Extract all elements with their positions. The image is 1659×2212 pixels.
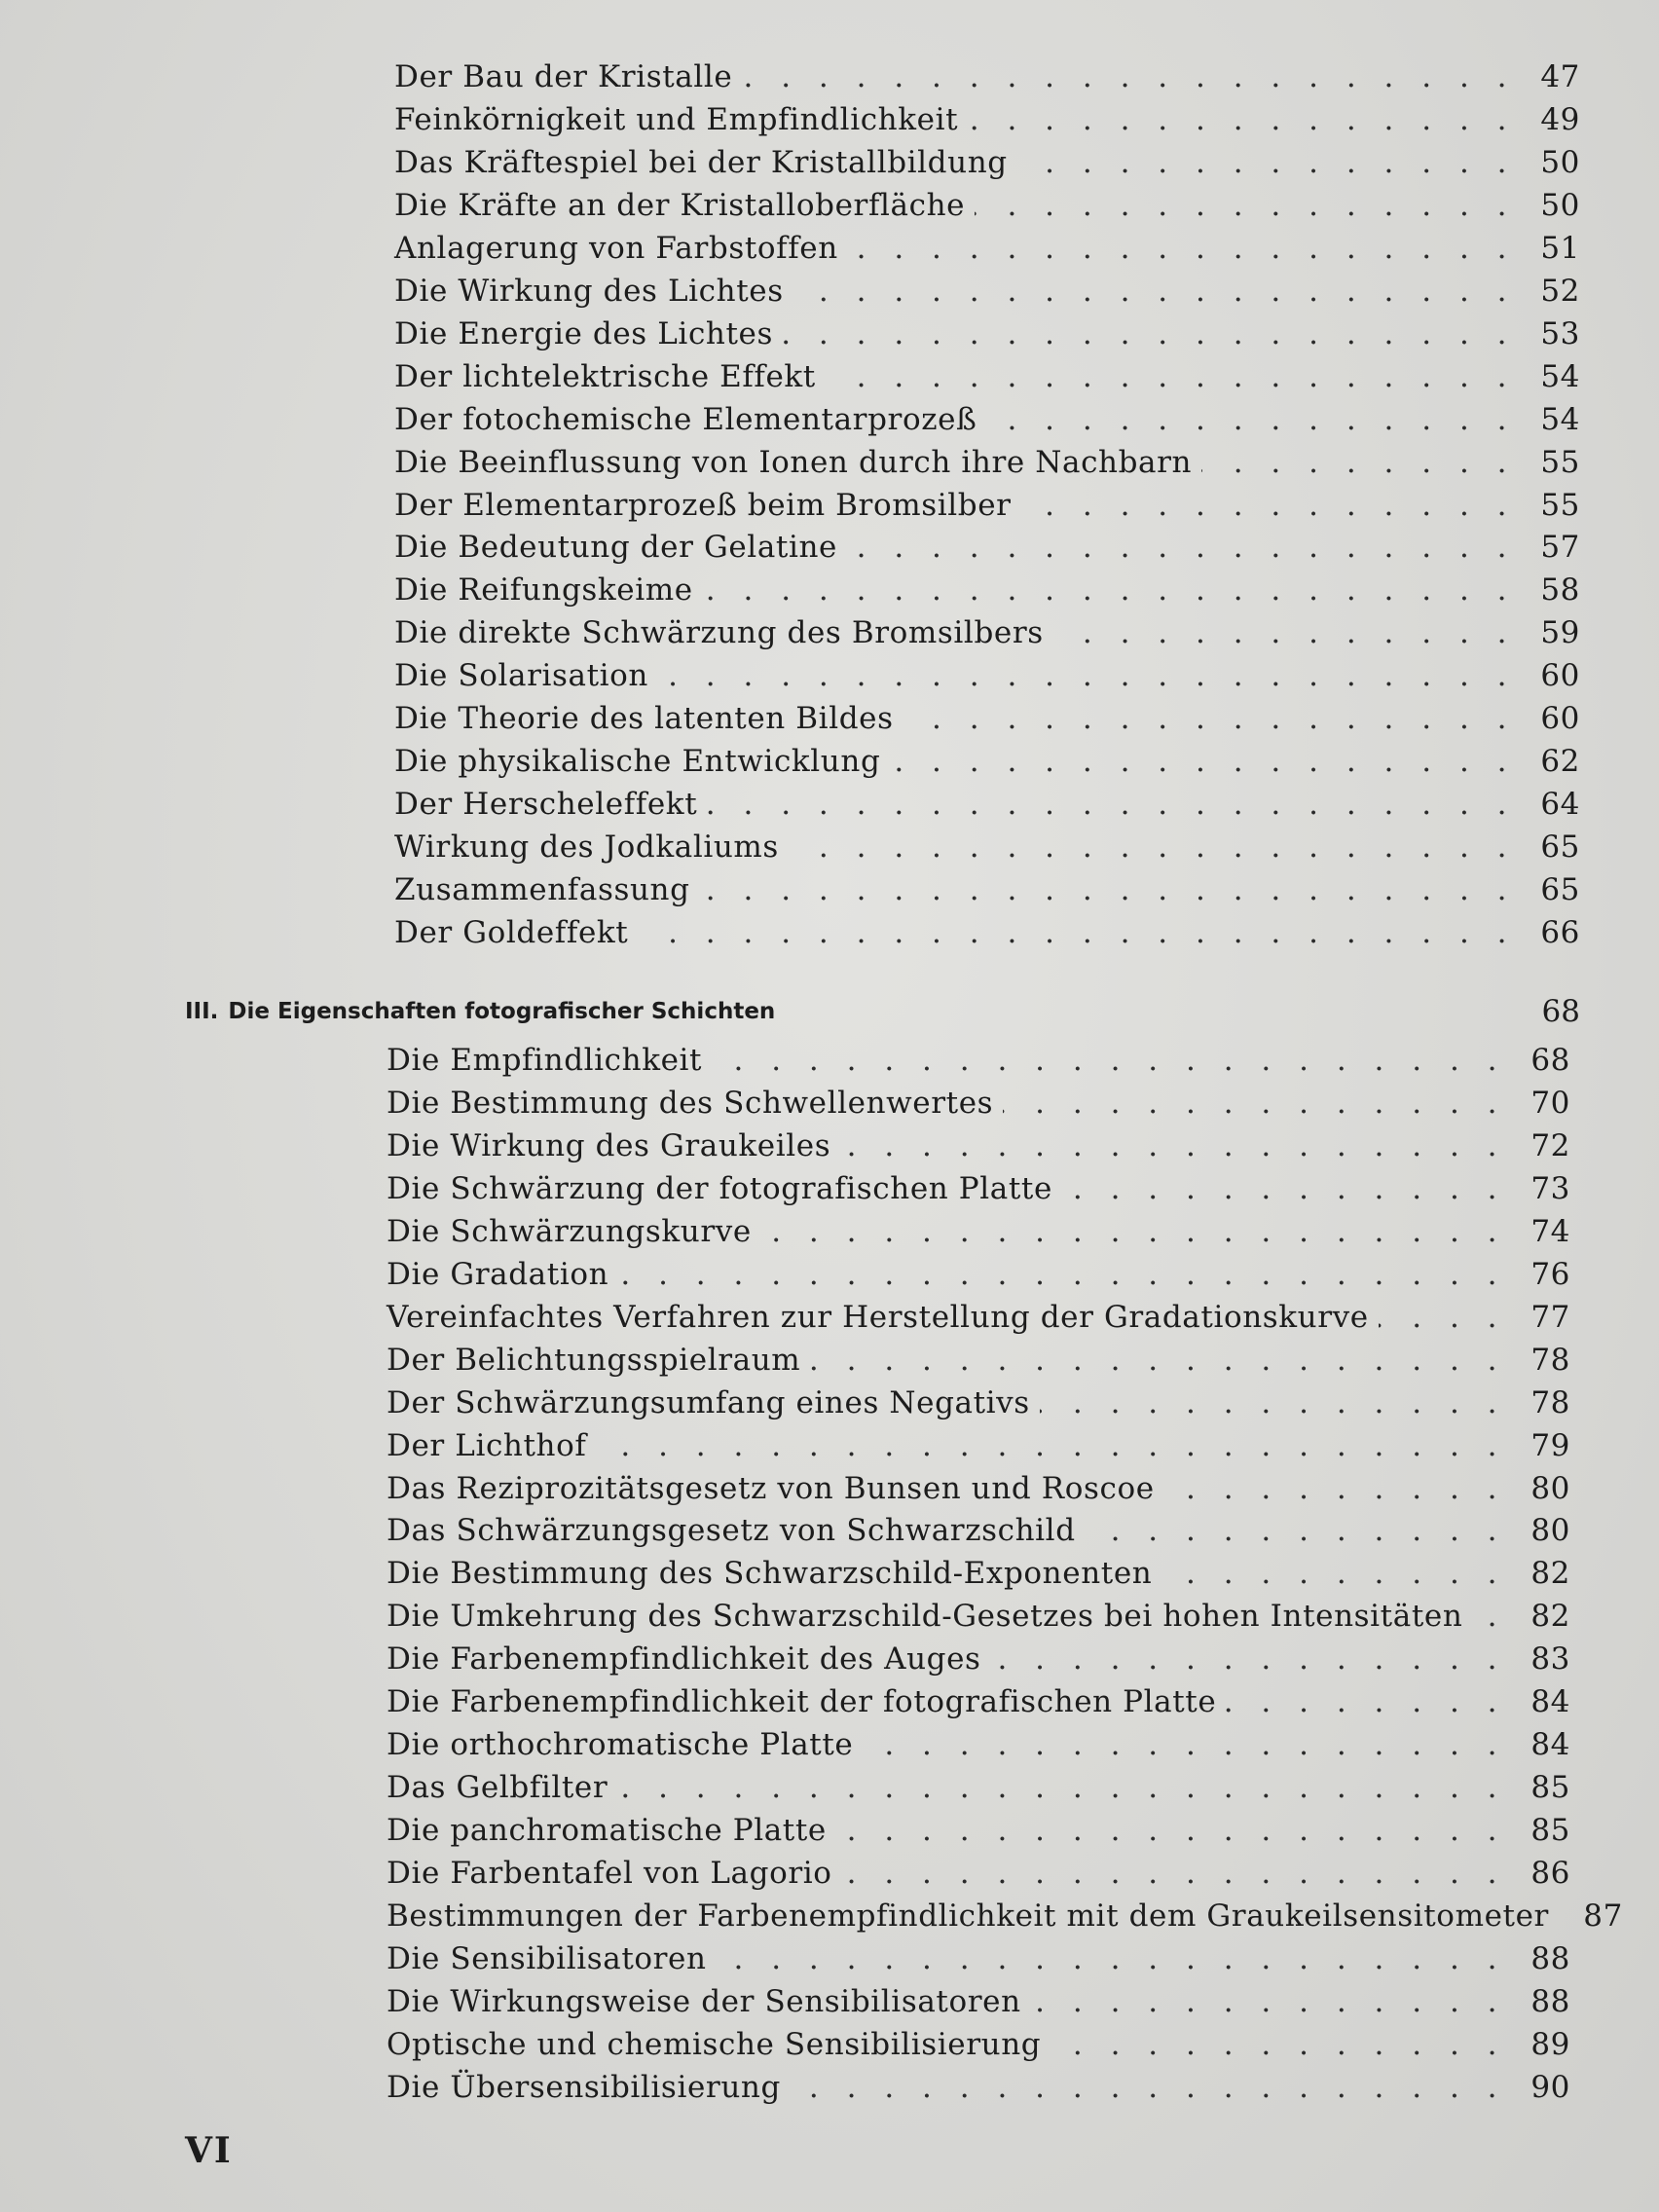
- toc-entry-page-number: 49: [1540, 101, 1580, 137]
- toc-entry: [387, 1382, 1570, 1424]
- toc-entry-page-number: 72: [1530, 1127, 1570, 1163]
- dot-leader: [791, 2066, 1506, 2109]
- dot-leader: [1472, 1595, 1506, 1638]
- dot-leader: [847, 526, 1516, 569]
- toc-entry: [387, 1509, 1570, 1552]
- toc-entry: [394, 654, 1580, 697]
- toc-entry: [387, 1595, 1570, 1638]
- toc-entry-title: Zusammenfassung: [394, 872, 690, 908]
- toc-entry: [394, 270, 1580, 313]
- dot-leader: [890, 740, 1516, 783]
- toc-entry-page-number: 68: [1530, 1043, 1570, 1078]
- dot-leader: [863, 1723, 1506, 1766]
- dot-leader: [658, 654, 1516, 697]
- toc-entry: [387, 1424, 1570, 1467]
- toc-entry-page-number: 87: [1583, 1899, 1623, 1934]
- toc-entry: [387, 1980, 1570, 2023]
- toc-entry: [394, 783, 1580, 826]
- toc-entry-title: Anlagerung von Farbstoffen: [394, 230, 838, 266]
- toc-entry-title: Die orthochromatische Platte: [387, 1727, 854, 1763]
- dot-leader: [1053, 611, 1516, 654]
- toc-entry-title: Die Wirkungsweise der Sensibilisatoren: [387, 1983, 1021, 2019]
- toc-entry-title: Der Elementarprozeß beim Bromsilber: [394, 487, 1012, 523]
- toc-entry-title: Optische und chemische Sensibilisierung: [387, 2026, 1042, 2062]
- toc-entry-page-number: 78: [1530, 1342, 1570, 1378]
- toc-entry-page-number: 89: [1530, 2026, 1570, 2062]
- toc-entry: [387, 1723, 1570, 1766]
- toc-entry: [387, 1167, 1570, 1210]
- toc-entry-page-number: 79: [1530, 1427, 1570, 1463]
- toc-entry-page-number: 58: [1540, 572, 1580, 608]
- toc-entry-title: Feinkörnigkeit und Empfindlichkeit: [394, 101, 959, 137]
- toc-entry-page-number: 73: [1530, 1170, 1570, 1206]
- toc-entry-page-number: 83: [1530, 1641, 1570, 1677]
- section-heading-iii: [185, 990, 1580, 1033]
- toc-entry-page-number: 51: [1540, 230, 1580, 266]
- dot-leader: [700, 868, 1516, 911]
- toc-entry-title: Der lichtelektrische Effekt: [394, 358, 816, 394]
- toc-entry-page-number: 82: [1530, 1599, 1570, 1635]
- dot-leader: [783, 313, 1516, 355]
- dot-leader: [1379, 1296, 1506, 1339]
- toc-entry-page-number: 65: [1540, 872, 1580, 908]
- toc-entry: [387, 1082, 1570, 1124]
- toc-entry-title: Das Gelbfilter: [387, 1770, 608, 1806]
- toc-entry-title: Die panchromatische Platte: [387, 1813, 827, 1849]
- dot-leader: [742, 55, 1516, 98]
- dot-leader: [1031, 1980, 1506, 2023]
- dot-leader: [618, 1253, 1506, 1296]
- section-number: III.: [185, 999, 219, 1024]
- dot-leader: [840, 1124, 1506, 1167]
- toc-entry: [387, 2066, 1570, 2109]
- toc-entry-title: Die Schwärzung der fotografischen Platte: [387, 1170, 1052, 1206]
- toc-entry: [394, 569, 1580, 611]
- dot-leader: [836, 1809, 1506, 1852]
- toc-entry-title: Die Farbenempfindlichkeit der fotografischen Platte: [387, 1684, 1217, 1720]
- toc-entry: [387, 1895, 1623, 1937]
- toc-entry-page-number: 55: [1540, 444, 1580, 480]
- dot-leader: [1021, 484, 1516, 527]
- toc-entry: [387, 1809, 1570, 1852]
- toc-entry-page-number: 50: [1540, 144, 1580, 180]
- dot-leader: [1017, 141, 1516, 184]
- toc-entry-title: Die Empfindlichkeit: [387, 1043, 703, 1078]
- toc-entry-page-number: 78: [1530, 1384, 1570, 1420]
- dot-leader: [1062, 1167, 1506, 1210]
- toc-entry-page-number: 55: [1540, 487, 1580, 523]
- toc-entry: [394, 184, 1580, 227]
- toc-entry: [394, 740, 1580, 783]
- toc-entry-title: Vereinfachtes Verfahren zur Herstellung der Gradationskurve: [387, 1299, 1369, 1335]
- toc-entry: [394, 826, 1580, 868]
- toc-entry-page-number: 65: [1540, 830, 1580, 866]
- toc-entry-title: Die Energie des Lichtes: [394, 315, 773, 351]
- dot-leader: [968, 98, 1516, 141]
- toc-entry-page-number: 60: [1540, 701, 1580, 737]
- toc-entry: [387, 1766, 1570, 1809]
- toc-entry-page-number: 80: [1530, 1513, 1570, 1549]
- toc-entry-page-number: 80: [1530, 1470, 1570, 1506]
- dot-leader: [1161, 1552, 1506, 1595]
- toc-entry-page-number: 88: [1530, 1940, 1570, 1976]
- dot-leader: [903, 697, 1516, 740]
- dot-leader: [975, 184, 1516, 227]
- toc-entry-title: Der Lichthof: [387, 1427, 587, 1463]
- dot-leader: [848, 227, 1516, 270]
- toc-entry-title: Der Herscheleffekt: [394, 787, 698, 823]
- toc-entry: [387, 1552, 1570, 1595]
- toc-entry: [394, 98, 1580, 141]
- toc-entry-page-number: 85: [1530, 1770, 1570, 1806]
- toc-entry-title: Die Wirkung des Lichtes: [394, 273, 784, 309]
- toc-entry-title: Die Farbentafel von Lagorio: [387, 1856, 832, 1892]
- toc-entry: [394, 484, 1580, 527]
- toc-entry-title: Die Solarisation: [394, 658, 648, 694]
- toc-entry-title: Die Kräfte an der Kristalloberfläche: [394, 187, 966, 223]
- toc-entry-page-number: 88: [1530, 1983, 1570, 2019]
- dot-leader: [991, 1638, 1506, 1680]
- toc-entry-page-number: 64: [1540, 787, 1580, 823]
- toc-entry: [394, 398, 1580, 441]
- toc-entry-title: Die physikalische Entwicklung: [394, 744, 881, 780]
- dot-leader: [842, 1852, 1506, 1895]
- dot-leader: [761, 1210, 1506, 1253]
- toc-entry: [387, 2023, 1570, 2066]
- toc-entry-page-number: 60: [1540, 658, 1580, 694]
- toc-entry-page-number: 85: [1530, 1813, 1570, 1849]
- dot-leader: [810, 1339, 1506, 1382]
- dot-leader: [717, 1937, 1506, 1980]
- toc-entry: [387, 1638, 1570, 1680]
- dot-leader: [1226, 1680, 1506, 1723]
- toc-entry-title: Die Bedeutung der Gelatine: [394, 530, 837, 566]
- toc-entry-page-number: 47: [1540, 59, 1580, 94]
- toc-entry-page-number: 53: [1540, 315, 1580, 351]
- toc-entry-title: Die Farbenempfindlichkeit des Auges: [387, 1641, 981, 1677]
- toc-entry-title: Der Belichtungsspielraum: [387, 1342, 801, 1378]
- toc-entry: [394, 355, 1580, 398]
- toc-entry-title: Bestimmungen der Farbenempfindlichkeit mit dem Graukeilsensitometer: [387, 1899, 1549, 1934]
- toc-entry: [394, 526, 1580, 569]
- toc-entry-page-number: 70: [1530, 1085, 1570, 1121]
- toc-entry-title: Der Goldeffekt: [394, 915, 629, 950]
- toc-entry-title: Das Kräftespiel bei der Kristallbildung: [394, 144, 1008, 180]
- dot-leader: [1086, 1509, 1506, 1552]
- dot-leader: [596, 1424, 1506, 1467]
- dot-leader: [1003, 1082, 1506, 1124]
- dot-leader: [703, 569, 1516, 611]
- toc-entry: [394, 697, 1580, 740]
- toc-entry-page-number: 84: [1530, 1684, 1570, 1720]
- toc-entry-page-number: 90: [1530, 2069, 1570, 2105]
- toc-entry-title: Die Beeinflussung von Ionen durch ihre Nachbarn: [394, 444, 1193, 480]
- toc-entry-title: Die direkte Schwärzung des Bromsilbers: [394, 615, 1044, 651]
- toc-entry: [387, 1937, 1570, 1980]
- toc-entry: [394, 227, 1580, 270]
- dot-leader: [1051, 2023, 1506, 2066]
- toc-entry-page-number: 54: [1540, 401, 1580, 437]
- toc-entry: [387, 1467, 1570, 1510]
- dot-leader: [712, 1039, 1506, 1082]
- toc-entry: [387, 1296, 1570, 1339]
- toc-entry: [394, 55, 1580, 98]
- toc-entry-title: Das Schwärzungsgesetz von Schwarzschild: [387, 1513, 1076, 1549]
- dot-leader: [638, 911, 1516, 954]
- toc-entry-page-number: 86: [1530, 1856, 1570, 1892]
- toc-entry: [387, 1852, 1570, 1895]
- toc-entry-title: Die Schwärzungskurve: [387, 1213, 752, 1249]
- toc-entry-title: Die Wirkung des Graukeiles: [387, 1127, 831, 1163]
- toc-entry-title: Die Umkehrung des Schwarzschild-Gesetzes bei hohen Intensitäten: [387, 1599, 1463, 1635]
- dot-leader: [793, 270, 1516, 313]
- toc-entry-page-number: 74: [1530, 1213, 1570, 1249]
- toc-entry-title: Die Übersensibilisierung: [387, 2069, 781, 2105]
- toc-entry: [394, 868, 1580, 911]
- toc-entry-page-number: 50: [1540, 187, 1580, 223]
- toc-entry-page-number: 84: [1530, 1727, 1570, 1763]
- toc-entry-title: Der Schwärzungsumfang eines Negativs: [387, 1384, 1030, 1420]
- toc-entry: [394, 611, 1580, 654]
- page-folio: VI: [185, 2130, 233, 2171]
- dot-leader: [707, 783, 1516, 826]
- section-title: Die Eigenschaften fotografischer Schichten: [228, 999, 776, 1024]
- dot-leader: [1201, 441, 1516, 484]
- toc-entry-title: Die Gradation: [387, 1256, 609, 1292]
- toc-entry: [387, 1339, 1570, 1382]
- toc-entry: [387, 1124, 1570, 1167]
- toc-entry: [387, 1210, 1570, 1253]
- toc-entry-page-number: 77: [1530, 1299, 1570, 1335]
- toc-entry: [394, 441, 1580, 484]
- toc-entry: [387, 1253, 1570, 1296]
- dot-leader: [1040, 1382, 1506, 1424]
- dot-leader: [986, 398, 1516, 441]
- toc-entry-title: Wirkung des Jodkaliums: [394, 830, 779, 866]
- toc-entry-page-number: 82: [1530, 1556, 1570, 1592]
- toc-entry-title: Der Bau der Kristalle: [394, 59, 733, 94]
- toc-entry: [394, 911, 1580, 954]
- dot-leader: [617, 1766, 1506, 1809]
- toc-entry-page-number: 52: [1540, 273, 1580, 309]
- toc-entry-page-number: 54: [1540, 358, 1580, 394]
- toc-entry: [387, 1039, 1570, 1082]
- toc-entry-title: Die Theorie des latenten Bildes: [394, 701, 894, 737]
- toc-entry-page-number: 62: [1540, 744, 1580, 780]
- toc-entry-title: Das Reziprozitätsgesetz von Bunsen und Roscoe: [387, 1470, 1155, 1506]
- toc-entry: [387, 1680, 1570, 1723]
- toc-entry-title: Die Bestimmung des Schwarzschild-Exponenten: [387, 1556, 1153, 1592]
- toc-entry: [394, 313, 1580, 355]
- toc-entry-title: Der fotochemische Elementarprozeß: [394, 401, 977, 437]
- toc-entry-page-number: 59: [1540, 615, 1580, 651]
- dot-leader: [826, 355, 1516, 398]
- toc-entry-page-number: 66: [1540, 915, 1580, 950]
- toc-entry-title: Die Sensibilisatoren: [387, 1940, 707, 1976]
- toc-entry-title: Die Reifungskeime: [394, 572, 693, 608]
- toc-entry-page-number: 76: [1530, 1256, 1570, 1292]
- section-page-number: 68: [1541, 994, 1580, 1029]
- dot-leader: [789, 826, 1516, 868]
- toc-entry-title: Die Bestimmung des Schwellenwertes: [387, 1085, 994, 1121]
- dot-leader: [1164, 1467, 1506, 1510]
- toc-entry: [394, 141, 1580, 184]
- toc-entry-page-number: 57: [1540, 530, 1580, 566]
